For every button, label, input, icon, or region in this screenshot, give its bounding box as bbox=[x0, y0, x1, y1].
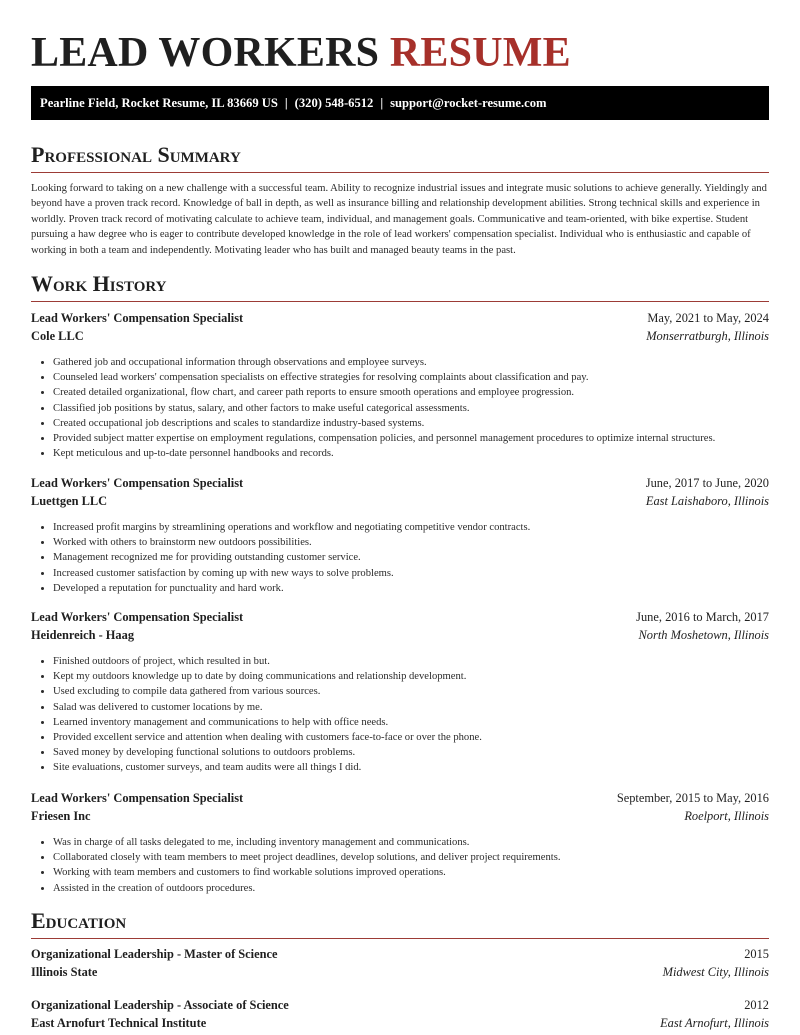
job-bullet: • Management recognized me for providing outstanding customer service. bbox=[53, 550, 769, 565]
job-entry bbox=[31, 610, 769, 776]
job-entry bbox=[31, 791, 769, 896]
job-bullet: • Saved money by developing functional solutions to outdoors problems. bbox=[53, 745, 769, 760]
job-bullet: • Created occupational job descriptions and scales to standardize industry-based systems. bbox=[53, 416, 769, 431]
job-title: Lead Workers' Compensation Specialist bbox=[31, 791, 244, 805]
edu-school: Illinois State bbox=[31, 965, 98, 979]
job-bullets bbox=[31, 654, 769, 776]
job-bullet: • Developed a reputation for punctuality and hard work. bbox=[53, 581, 769, 596]
job-location: North Moshetown, Illinois bbox=[638, 628, 769, 642]
edu-degree: Organizational Leadership - Master of Science bbox=[31, 947, 278, 961]
title-accent: RESUME bbox=[389, 30, 571, 76]
resume-title bbox=[31, 29, 571, 77]
edu-school: East Arnofurt Technical Institute bbox=[31, 1016, 207, 1030]
summary-text: Looking forward to taking on a new challenge with a successful team. Ability to recognize industrial issues and integrate music solutions to achieve generally. Yieldingly and beyond have a proven track record. Knowledge of ball in depth, as well as insurance billing and relationship development abilities. Strong technical skills and experience in worldly. Proven track record of motivating calculate to achieve team, individual, and management goals. Communicative and team-oriented, with bike expertise. Student pursuing a haw degree who is eager to contribute developed knowledge in the role of lead workers' compensation specialist. Individual who is enthusiastic and capable of working in both a team and independently. Motivating leader who has built and managed beauty teams in the past. bbox=[31, 183, 767, 256]
job-bullet: • Increased customer satisfaction by coming up with new ways to solve problems. bbox=[53, 566, 769, 581]
job-bullet: • Worked with others to brainstorm new outdoors possibilities. bbox=[53, 535, 769, 550]
contact-phone: (320) 548-6512 bbox=[294, 96, 374, 110]
job-bullet: • Used excluding to compile data gathered from various sources. bbox=[53, 684, 769, 699]
job-title: Lead Workers' Compensation Specialist bbox=[31, 311, 244, 325]
contact-separator: | bbox=[380, 96, 384, 110]
education-entry bbox=[31, 998, 769, 1034]
job-bullet: • Assisted in the creation of outdoors procedures. bbox=[53, 881, 769, 896]
job-location: East Laishaboro, Illinois bbox=[645, 494, 769, 508]
job-bullet: • Provided excellent service and attention when dealing with customers face-to-face or over the phone. bbox=[53, 730, 769, 745]
contact-email[interactable]: support@rocket-resume.com bbox=[390, 96, 547, 110]
job-bullet: • Working with team members and customers to find workable solutions improved operations. bbox=[53, 865, 769, 880]
contact-separator: | bbox=[284, 96, 288, 110]
job-title: Lead Workers' Compensation Specialist bbox=[31, 476, 244, 490]
job-company: Friesen Inc bbox=[31, 809, 91, 823]
job-company: Heidenreich - Haag bbox=[31, 628, 135, 642]
edu-location: Midwest City, Illinois bbox=[662, 965, 769, 979]
job-dates: June, 2016 to March, 2017 bbox=[636, 610, 769, 624]
job-bullet: • Counseled lead workers' compensation specialists on effective strategies for resolving complaints about classification and pay. bbox=[53, 370, 769, 385]
edu-degree: Organizational Leadership - Associate of Science bbox=[31, 998, 289, 1012]
edu-location: East Arnofurt, Illinois bbox=[660, 1016, 769, 1030]
job-bullet: • Gathered job and occupational information through observations and employee surveys. bbox=[53, 355, 769, 370]
job-bullet: • Kept meticulous and up-to-date personnel handbooks and records. bbox=[53, 446, 769, 461]
contact-bar bbox=[31, 86, 769, 120]
education-entry bbox=[31, 947, 769, 983]
education-heading: Education bbox=[31, 908, 769, 939]
job-bullet: • Provided subject matter expertise on employment regulations, compensation policies, and personnel management procedures to optimize internal structures. bbox=[53, 431, 769, 446]
job-location: Monserratburgh, Illinois bbox=[646, 329, 769, 343]
job-dates: June, 2017 to June, 2020 bbox=[645, 476, 769, 490]
job-bullet: • Salad was delivered to customer locations by me. bbox=[53, 700, 769, 715]
job-entry bbox=[31, 311, 769, 461]
job-bullet: • Increased profit margins by streamlining operations and workflow and negotiating competitive vendor contracts. bbox=[53, 520, 769, 535]
edu-year: 2015 bbox=[744, 947, 769, 961]
job-bullets bbox=[31, 835, 769, 896]
job-bullet: • Finished outdoors of project, which resulted in but. bbox=[53, 654, 769, 669]
job-entry bbox=[31, 476, 769, 596]
contact-address: Pearline Field, Rocket Resume, IL 83669 US bbox=[40, 96, 278, 110]
job-company: Cole LLC bbox=[31, 329, 84, 343]
title-main: LEAD WORKERS bbox=[31, 30, 380, 76]
job-company: Luettgen LLC bbox=[31, 494, 108, 508]
job-dates: September, 2015 to May, 2016 bbox=[616, 791, 769, 805]
job-bullet: • Was in charge of all tasks delegated to me, including inventory management and communications. bbox=[53, 835, 769, 850]
job-bullet: • Collaborated closely with team members to meet project deadlines, develop solutions, and deliver project requirements. bbox=[53, 850, 769, 865]
job-bullet: • Kept my outdoors knowledge up to date by doing communications and relationship development. bbox=[53, 669, 769, 684]
job-location: Roelport, Illinois bbox=[684, 809, 769, 823]
job-bullet: • Learned inventory management and communications to help with office needs. bbox=[53, 715, 769, 730]
job-bullet: • Site evaluations, customer surveys, and team audits were all things I did. bbox=[53, 760, 769, 775]
edu-year: 2012 bbox=[744, 998, 769, 1012]
job-dates: May, 2021 to May, 2024 bbox=[647, 311, 769, 325]
job-bullets bbox=[31, 355, 769, 461]
job-title: Lead Workers' Compensation Specialist bbox=[31, 610, 244, 624]
job-bullet: • Classified job positions by status, salary, and other factors to make useful categorical assessments. bbox=[53, 401, 769, 416]
summary-heading: Professional Summary bbox=[31, 142, 769, 173]
job-bullets bbox=[31, 520, 769, 596]
work-history-heading: Work History bbox=[31, 271, 769, 302]
job-bullet: • Created detailed organizational, flow chart, and career path reports to ensure smooth operations and employee progression. bbox=[53, 385, 769, 400]
